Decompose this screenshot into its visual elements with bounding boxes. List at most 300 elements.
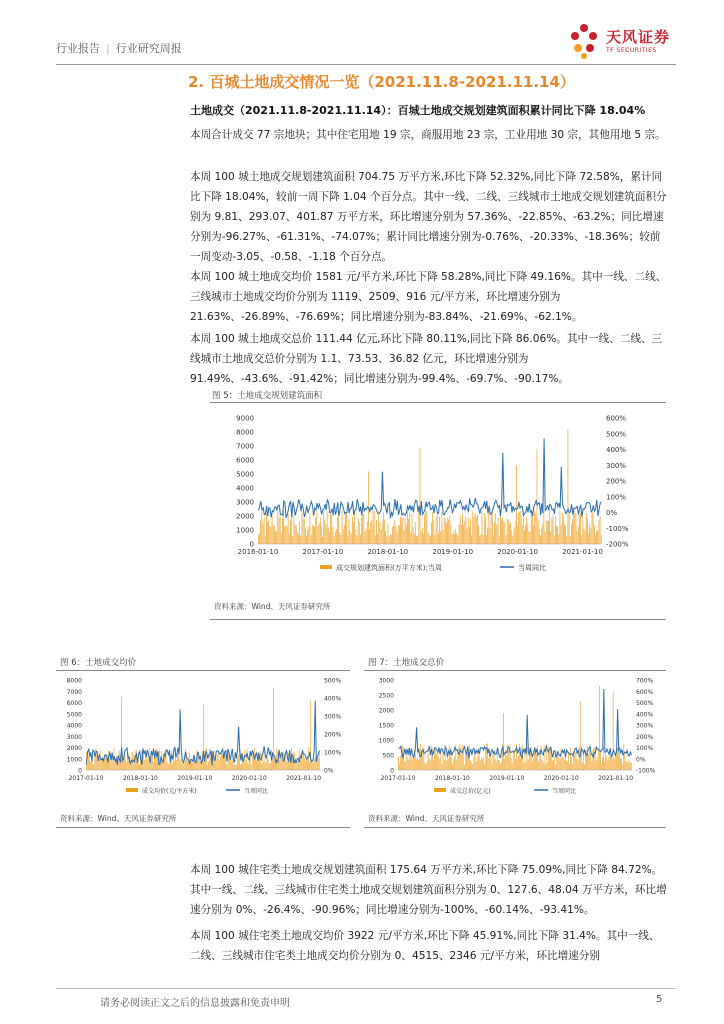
y-left-tick-label: 1000 — [378, 737, 394, 745]
bar — [99, 759, 100, 770]
bar — [510, 523, 511, 544]
bar — [510, 744, 511, 770]
bar — [308, 526, 309, 544]
bar — [602, 757, 603, 770]
bar — [274, 526, 275, 544]
bar — [222, 754, 223, 770]
bar — [479, 536, 480, 544]
bar — [302, 755, 303, 770]
x-tick-label: 2018-01-10 — [434, 775, 470, 782]
bar — [488, 758, 489, 770]
bar — [557, 527, 558, 544]
bar — [628, 763, 629, 770]
y-left-tick-label: 8000 — [236, 428, 254, 437]
bar — [585, 753, 586, 770]
bar — [483, 535, 484, 544]
bar — [526, 517, 527, 544]
bar — [548, 747, 549, 770]
bar — [153, 762, 154, 770]
y-right-tick-label: 600% — [606, 414, 627, 423]
paragraph-floor-area: 本周 100 城土地成交规划建筑面积 704.75 万平方米,环比下降 52.32%,同比下降 72.58%，累计同比下降 18.04%，较前一周下降 1.04 个百分点。其中一线、二线、三线城市土地成交规划建筑面积分别为 9.81、293.07、401.87 万平方米，环比增速分别为 57.36%、-22.85%、-63.2%；同比增速分别为-96.27%、-61.31%、-74.07%；累计同比增速分别为-0.76%、-20.33%、-18.36%；较前一周变动-3.05、-0.58、-1.18 个百分点。 — [190, 171, 667, 263]
bar — [244, 750, 245, 770]
bar — [312, 525, 313, 544]
bar — [505, 523, 506, 544]
y-right-tick-label: -100% — [606, 524, 629, 533]
bar — [382, 521, 383, 544]
bar-series — [258, 429, 602, 544]
bar — [313, 526, 314, 544]
bar — [221, 752, 222, 770]
bar — [524, 763, 525, 770]
bar — [419, 511, 420, 544]
bar — [428, 532, 429, 544]
bar — [476, 516, 477, 544]
bar — [264, 762, 265, 770]
bar — [433, 520, 434, 544]
bar — [498, 760, 499, 770]
bar — [506, 534, 507, 544]
bar — [542, 524, 543, 544]
bar — [441, 512, 442, 544]
bar — [610, 757, 611, 770]
y-right-tick-label: 400% — [606, 446, 627, 454]
bar — [313, 763, 314, 770]
bar — [304, 758, 305, 770]
bar — [496, 761, 497, 770]
bar — [406, 525, 407, 544]
bar — [375, 536, 376, 544]
bar — [424, 515, 425, 544]
bar — [311, 535, 312, 544]
bar — [380, 523, 381, 544]
bar — [614, 758, 615, 770]
bar — [493, 536, 494, 544]
bar — [279, 761, 280, 770]
bar — [345, 514, 346, 544]
bar — [303, 518, 304, 544]
bar — [500, 513, 501, 544]
bar — [152, 755, 153, 770]
y-right-tick-label: 300% — [324, 713, 342, 721]
bar — [325, 520, 326, 544]
bar — [199, 758, 200, 770]
bar — [200, 762, 201, 770]
bar — [495, 759, 496, 770]
bar — [629, 759, 630, 770]
bar — [471, 536, 472, 544]
bar — [458, 536, 459, 544]
bar — [580, 701, 581, 770]
bar — [305, 762, 306, 770]
bar — [534, 511, 535, 544]
bar — [351, 534, 352, 544]
legend-label-bar: 成交总价(亿元) — [450, 788, 491, 795]
bar — [87, 763, 88, 770]
bar — [546, 520, 547, 544]
legend-label-bar: 成交均价(元/平方米) — [142, 788, 197, 795]
bar — [446, 523, 447, 544]
bar — [555, 764, 556, 770]
bar — [314, 527, 315, 544]
bar — [93, 765, 94, 770]
bar — [535, 513, 536, 544]
bar — [405, 760, 406, 770]
bar — [267, 522, 268, 544]
bar — [600, 516, 601, 544]
bar — [307, 530, 308, 544]
x-tick-label: 2017-01-10 — [68, 775, 104, 782]
bar — [531, 510, 532, 544]
bar — [369, 530, 370, 544]
bar — [577, 759, 578, 770]
bar — [116, 762, 117, 770]
y-right-tick-label: 600% — [636, 688, 654, 696]
bar — [394, 520, 395, 544]
bar — [346, 512, 347, 544]
x-tick-label: 2021-01-10 — [598, 775, 634, 782]
y-left-tick-label: 2000 — [66, 745, 82, 752]
bar — [489, 758, 490, 770]
bar — [565, 526, 566, 544]
bar — [414, 534, 415, 544]
bar — [266, 514, 267, 544]
bar — [469, 745, 470, 770]
bar — [469, 527, 470, 544]
fig6-label: 图 6：土地成交均价 — [60, 658, 137, 668]
bar — [400, 756, 401, 770]
bar — [216, 759, 217, 770]
bar — [284, 754, 285, 770]
footer-disclaimer: 请务必阅读正文之后的信息披露和免责申明 — [100, 998, 290, 1009]
bar — [435, 535, 436, 544]
bar — [179, 755, 180, 770]
y-left-tick-label: 1500 — [378, 722, 394, 730]
bar — [275, 532, 276, 544]
bar — [420, 744, 421, 770]
bar — [514, 527, 515, 544]
y-left-tick-label: 3000 — [66, 733, 82, 741]
fig5-source: 资料来源：Wind、天风证券研究所 — [214, 602, 331, 611]
bar — [454, 756, 455, 770]
bar — [438, 757, 439, 770]
bar — [95, 756, 96, 770]
bar — [439, 759, 440, 770]
bar — [534, 751, 535, 770]
bar — [296, 764, 297, 770]
y-right-tick-label: 300% — [606, 461, 627, 470]
y-left-tick-label: 2000 — [378, 707, 394, 715]
bar — [463, 751, 464, 770]
bar — [344, 525, 345, 544]
bar — [297, 532, 298, 544]
bar — [193, 759, 194, 770]
bar — [554, 757, 555, 770]
bar — [129, 753, 130, 770]
bar — [408, 519, 409, 544]
bar — [433, 760, 434, 771]
bar — [526, 762, 527, 770]
bar — [268, 520, 269, 544]
bar — [464, 765, 465, 770]
y-left-tick-label: 5000 — [66, 711, 82, 719]
bar — [377, 534, 378, 544]
bar — [605, 754, 606, 770]
bar — [537, 449, 538, 544]
bar — [500, 764, 501, 770]
bar — [561, 748, 562, 770]
bar — [609, 756, 610, 770]
bar — [360, 534, 361, 544]
bar — [449, 746, 450, 770]
bar — [401, 518, 402, 544]
y-right-tick-label: 0% — [324, 767, 334, 775]
bar — [537, 745, 538, 770]
bar — [499, 536, 500, 544]
bar — [257, 762, 258, 770]
bar — [331, 516, 332, 544]
legend-label-line: 当周同比 — [244, 788, 269, 795]
bar — [393, 526, 394, 544]
bar — [319, 523, 320, 544]
bar — [613, 692, 614, 770]
bar — [198, 757, 199, 770]
bar — [408, 758, 409, 770]
bar — [550, 748, 551, 770]
bar — [563, 516, 564, 544]
bar — [582, 763, 583, 770]
bar — [427, 511, 428, 544]
bar — [555, 516, 556, 544]
fig7-chart — [364, 674, 666, 804]
bar — [358, 518, 359, 544]
bar — [428, 749, 429, 770]
bar — [508, 519, 509, 544]
bar — [145, 759, 146, 770]
bar — [550, 531, 551, 544]
bar — [470, 760, 471, 770]
bar — [474, 756, 475, 770]
bar — [234, 765, 235, 770]
bar — [617, 748, 618, 770]
bar — [566, 760, 567, 770]
bar — [622, 764, 623, 770]
bar — [266, 762, 267, 770]
header-report-type: 行业报告 — [56, 42, 100, 55]
y-right-tick-label: 100% — [324, 749, 342, 757]
bar — [533, 758, 534, 770]
bar — [598, 750, 599, 770]
bar — [267, 756, 268, 770]
bar — [483, 757, 484, 770]
bar — [593, 513, 594, 544]
logo-english-name: TF SECURITIES — [606, 47, 657, 54]
bar — [606, 756, 607, 770]
bar — [286, 526, 287, 544]
bar — [504, 758, 505, 770]
bar — [155, 757, 156, 770]
bar — [181, 759, 182, 770]
bar — [627, 761, 628, 770]
bar — [467, 529, 468, 544]
bar — [137, 762, 138, 770]
y-right-tick-label: 0% — [636, 756, 646, 764]
bar — [279, 518, 280, 544]
bar — [397, 531, 398, 544]
bar — [354, 512, 355, 544]
bar — [591, 528, 592, 544]
bar — [289, 534, 290, 544]
bar — [533, 525, 534, 544]
bar — [404, 530, 405, 544]
bar — [238, 755, 239, 770]
x-tick-label: 2019-01-10 — [489, 775, 525, 782]
bar — [300, 535, 301, 544]
bar — [391, 535, 392, 544]
bar — [438, 533, 439, 544]
bar — [292, 536, 293, 544]
y-left-tick-label: 8000 — [66, 677, 82, 685]
legend-swatch-bar — [126, 788, 138, 792]
bar — [463, 525, 464, 544]
bar — [475, 513, 476, 544]
bar — [269, 526, 270, 544]
bar — [367, 521, 368, 544]
bar — [583, 517, 584, 544]
bar — [487, 527, 488, 544]
bar — [457, 760, 458, 770]
bar — [411, 532, 412, 544]
paragraph-average-price: 本周 100 城土地成交均价 1581 元/平方米,环比下降 58.28%,同比下降 49.16%。其中一线、二线、三线城市土地成交均价分别为 1119、2509、916 元/平方米，环比增速分别为 21.63%、-26.89%、-76.69%；同比增速分别为-83.84%、-21.69%、-62.1%。 — [190, 271, 667, 323]
bar — [488, 511, 489, 544]
y-right-tick-label: 700% — [636, 677, 654, 685]
bar — [251, 764, 252, 770]
bar — [420, 447, 421, 544]
bar — [207, 765, 208, 770]
bar — [498, 517, 499, 544]
bar — [422, 527, 423, 544]
bar — [265, 536, 266, 544]
bar — [315, 759, 316, 770]
y-left-tick-label: 0 — [249, 540, 254, 549]
legend-swatch-bar — [320, 565, 332, 569]
bar — [574, 512, 575, 545]
bar — [587, 518, 588, 544]
bar — [421, 532, 422, 544]
y-right-tick-label: 200% — [324, 731, 342, 739]
bar — [519, 512, 520, 544]
bar — [388, 524, 389, 544]
bar — [568, 429, 569, 544]
bar — [507, 519, 508, 544]
bar — [517, 760, 518, 770]
y-left-tick-label: 1000 — [66, 756, 82, 764]
legend-label-bar: 成交规划建筑面积(万平方米):当周 — [336, 564, 442, 572]
bar — [521, 511, 522, 544]
bar — [341, 535, 342, 544]
bar — [466, 517, 467, 544]
bar — [427, 762, 428, 770]
bar — [456, 533, 457, 544]
bar — [459, 747, 460, 770]
bar — [89, 758, 90, 770]
bar — [509, 524, 510, 544]
y-left-tick-label: 4000 — [236, 484, 254, 493]
bar — [139, 764, 140, 770]
bar — [549, 752, 550, 770]
bar — [580, 513, 581, 544]
bar — [436, 518, 437, 544]
bar — [435, 750, 436, 770]
header-report-category: 行业研究周报 — [115, 42, 182, 55]
y-right-tick-label: 200% — [636, 733, 654, 741]
bar — [374, 511, 375, 544]
bar — [570, 748, 571, 770]
bar — [577, 531, 578, 544]
bar — [630, 762, 631, 770]
bar — [529, 532, 530, 544]
bar — [453, 759, 454, 770]
bar — [402, 518, 403, 544]
bar — [455, 529, 456, 544]
bar — [570, 536, 571, 544]
bar — [538, 520, 539, 544]
y-right-tick-label: 0% — [606, 509, 618, 517]
bar — [503, 522, 504, 544]
bar — [185, 749, 186, 770]
bar — [396, 526, 397, 544]
bar — [553, 760, 554, 770]
bar — [522, 745, 523, 770]
bar — [403, 747, 404, 770]
bar — [295, 525, 296, 544]
bar — [280, 510, 281, 544]
bar — [449, 517, 450, 544]
bar — [100, 750, 101, 770]
bar — [535, 753, 536, 770]
bar — [298, 534, 299, 544]
bar — [621, 759, 622, 770]
bar — [386, 537, 387, 544]
bar — [517, 525, 518, 544]
bar — [484, 514, 485, 544]
bar — [468, 518, 469, 544]
bar — [113, 761, 114, 770]
bar — [512, 763, 513, 770]
fig6-chart — [56, 674, 350, 804]
y-right-tick-label: -200% — [606, 540, 629, 549]
bar — [525, 750, 526, 770]
bar — [494, 753, 495, 770]
bar — [518, 756, 519, 770]
bar — [316, 511, 317, 544]
bar — [283, 511, 284, 544]
bar — [547, 763, 548, 770]
bar — [373, 511, 374, 544]
bar — [126, 762, 127, 770]
bar — [563, 757, 564, 770]
bar — [596, 760, 597, 770]
bar — [407, 510, 408, 544]
bar — [542, 760, 543, 770]
bar — [436, 754, 437, 770]
bar — [548, 521, 549, 544]
bar — [501, 761, 502, 770]
bar — [384, 520, 385, 544]
bar — [527, 523, 528, 544]
y-right-tick-label: 200% — [606, 477, 627, 486]
bar — [612, 759, 613, 770]
bar — [355, 529, 356, 544]
